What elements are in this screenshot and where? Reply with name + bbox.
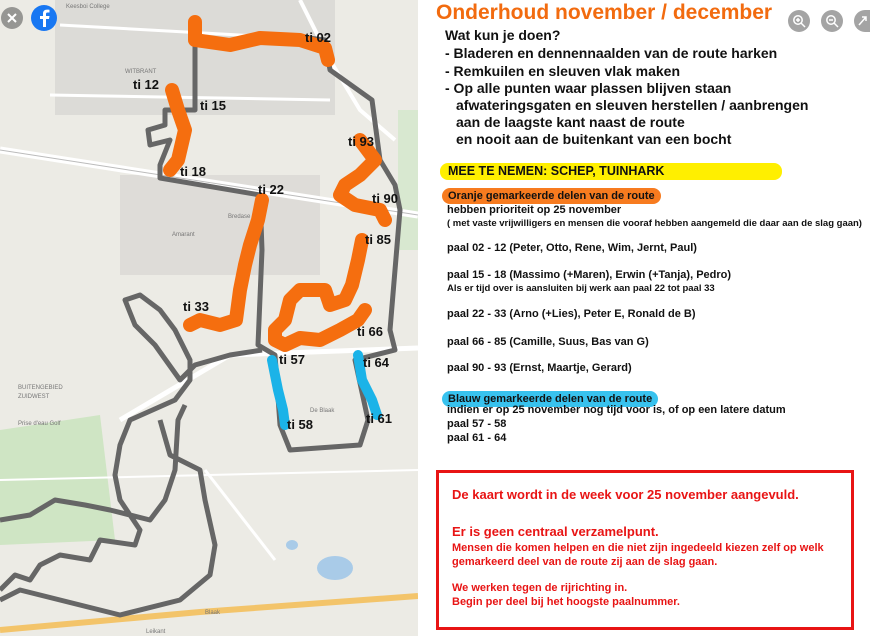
marker-ti-18: ti 18 [180,164,207,179]
orange-note: ( met vaste vrijwilligers en mensen die vooraf hebben aangemeld die daar aan de slag gaan) [447,218,862,229]
task-line: aan de laagste kant naast de route [456,114,685,130]
zoom-out-button[interactable] [821,10,843,32]
assignment-2: paal 15 - 18 (Massimo (+Maren), Erwin (+Tanja), Pedro) [447,269,732,281]
bring-banner: MEE TE NEMEN: SCHEP, TUINHARK [440,163,782,180]
zoom-in-icon [792,14,806,28]
assignment-4: paal 66 - 85 (Camille, Suus, Bas van G) [447,336,649,348]
blue-section-2: paal 61 - 64 [447,432,507,444]
map-canvas [0,0,418,636]
marker-ti-15: ti 15 [200,98,227,113]
assignment-5: paal 90 - 93 (Ernst, Maartje, Gerard) [447,362,632,374]
zoom-out-icon [825,14,839,28]
marker-ti-58: ti 58 [287,417,314,432]
task-line: - Remkuilen en sleuven vlak maken [445,63,680,79]
marker-ti-66: ti 66 [357,324,384,339]
orange-heading: Oranje gemarkeerde delen van de route [442,188,661,204]
assignment-1: paal 02 - 12 (Peter, Otto, Rene, Wim, Jernt, Paul) [447,242,697,254]
task-line: afwateringsgaten en sleuven herstellen / aanbrengen [456,97,809,113]
info-panel [418,0,870,636]
notice-line-6: Begin per deel bij het hoogste paalnummer. [452,596,680,608]
orange-priority: hebben prioriteit op 25 november [447,204,622,216]
facebook-icon [37,9,51,27]
marker-ti-90: ti 90 [372,191,399,206]
task-line: en nooit aan de buitenkant van een bocht [456,131,732,147]
notice-line-5: We werken tegen de rijrichting in. [452,582,628,594]
place-zuidwest: ZUIDWEST [18,394,50,400]
place-keesboi: Keesboi College [66,4,110,10]
page-title: Onderhoud november / december [436,1,773,24]
place-witbrant: WITBRANT [125,69,157,75]
expand-button[interactable] [854,10,870,32]
marker-ti-12: ti 12 [133,77,160,92]
question-heading: Wat kun je doen? [445,27,561,43]
place-prise: Prise d'eau Golf [18,421,61,427]
assignment-3: paal 22 - 33 (Arno (+Lies), Peter E, Ronald de B) [447,308,696,320]
place-leikant: Leikant [146,629,166,635]
notice-line-3: Mensen die komen helpen en die niet zijn ingedeeld kiezen zelf op welk [452,542,824,554]
marker-ti-93: ti 93 [348,134,375,149]
blue-text: indien er op 25 november nog tijd voor is, of op een latere datum [447,404,786,416]
blue-heading: Blauw gemarkeerde delen van de route [442,391,658,407]
route-map[interactable] [0,0,418,636]
blue-section-1: paal 57 - 58 [447,418,507,430]
place-blaak2: Blaak [205,610,221,616]
marker-ti-85: ti 85 [365,232,392,247]
marker-ti-02: ti 02 [305,30,332,45]
notice-line-2: Er is geen centraal verzamelpunt. [452,524,659,539]
marker-ti-61: ti 61 [366,411,393,426]
marker-ti-57: ti 57 [279,352,306,367]
facebook-button[interactable] [31,5,57,31]
pond [317,556,353,580]
marker-ti-33: ti 33 [183,299,210,314]
marker-ti-22: ti 22 [258,182,285,197]
task-line: - Bladeren en dennennaalden van de route harken [445,45,778,61]
place-bredase: Bredase [228,214,251,220]
close-button[interactable] [1,7,23,29]
marker-ti-64: ti 64 [363,355,390,370]
expand-icon [857,15,867,27]
task-line: - Op alle punten waar plassen blijven staan [445,80,732,96]
place-amarant: Amarant [172,232,195,238]
place-buitengebied: BUITENGEBIED [18,385,63,391]
zoom-in-button[interactable] [788,10,810,32]
close-icon [6,12,18,24]
notice-line-1: De kaart wordt in de week voor 25 november aangevuld. [452,487,799,502]
place-blaak: De Blaak [310,408,335,414]
notice-line-4: gemarkeerd deel van de route zij aan de slag gaan. [452,556,718,568]
assignment-2-note: Als er tijd over is aansluiten bij werk aan paal 22 tot paal 33 [447,283,715,294]
